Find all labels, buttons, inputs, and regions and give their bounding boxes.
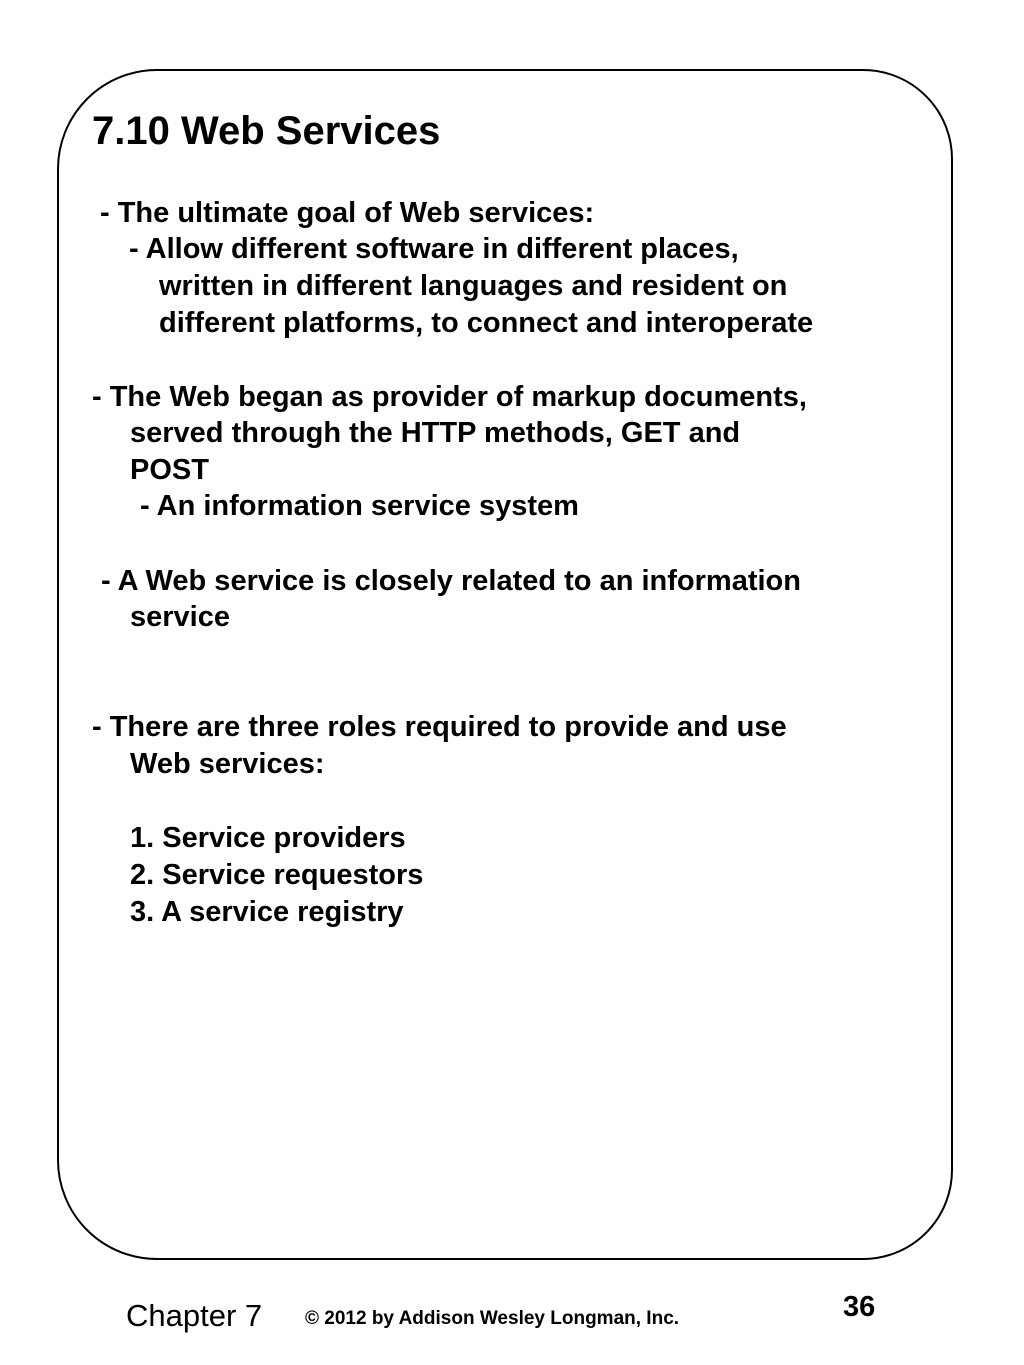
sub-bullet-allow-cont-2: different platforms, to connect and interoperate xyxy=(159,307,814,339)
bullet-web-began: - The Web began as provider of markup documents, xyxy=(92,381,807,413)
sub-bullet-information-service: - An information service system xyxy=(140,490,579,522)
footer-copyright: © 2012 by Addison Wesley Longman, Inc. xyxy=(305,1308,680,1329)
sub-bullet-allow: - Allow different software in different places, xyxy=(129,233,739,265)
bullet-web-began-cont-1: served through the HTTP methods, GET and xyxy=(130,417,741,449)
role-item: 1. Service providers xyxy=(130,822,406,854)
bullet-web-began-cont-2: POST xyxy=(130,454,209,486)
bullet-three-roles-cont: Web services: xyxy=(130,748,325,780)
role-item: 3. A service registry xyxy=(130,896,404,928)
bullet-web-service-related-cont: service xyxy=(130,601,230,633)
sub-bullet-allow-cont-1: written in different languages and resident on xyxy=(159,270,788,302)
slide-title: 7.10 Web Services xyxy=(92,109,441,153)
bullet-goal: - The ultimate goal of Web services: xyxy=(100,197,595,229)
page-number: 36 xyxy=(843,1291,876,1323)
bullet-three-roles: - There are three roles required to provide and use xyxy=(92,711,787,743)
bullet-web-service-related: - A Web service is closely related to an information xyxy=(101,565,801,597)
role-item: 2. Service requestors xyxy=(130,859,424,891)
footer-chapter: Chapter 7 xyxy=(126,1298,263,1333)
